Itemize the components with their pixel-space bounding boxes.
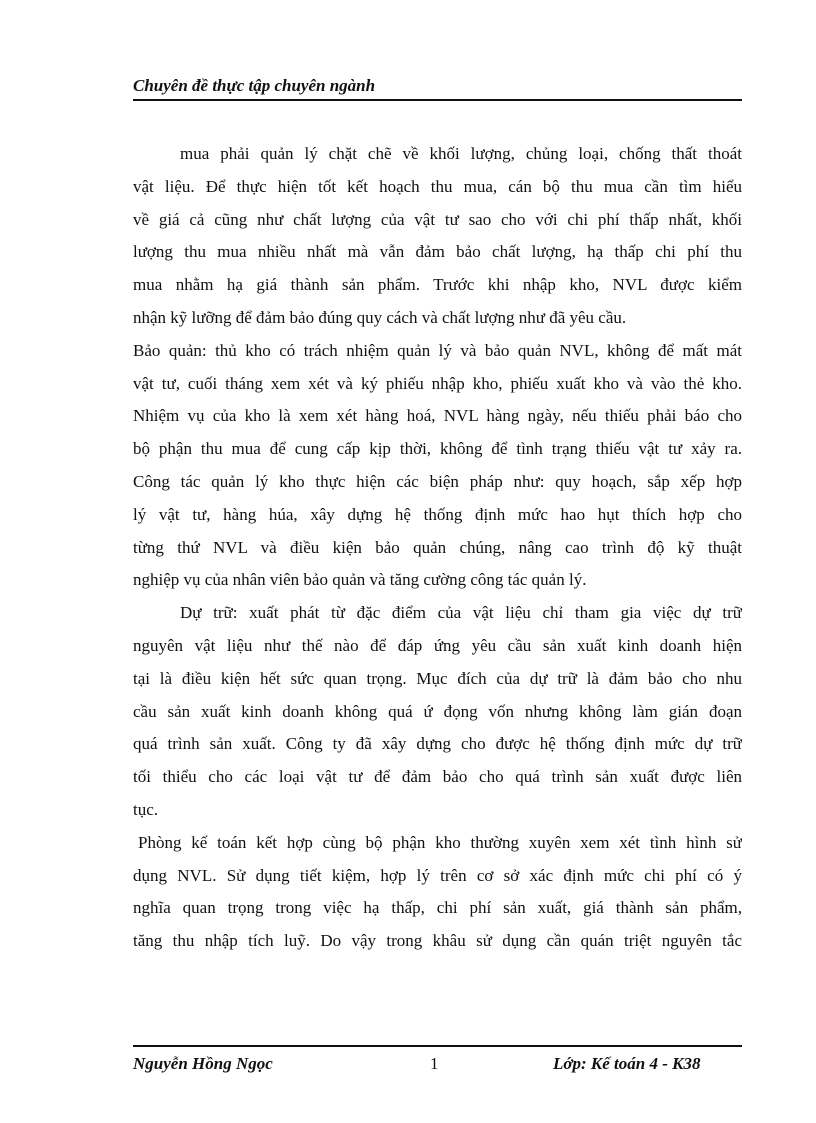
body-line-14: nghiệp vụ của nhân viên bảo quản và tăng cường công tác quản lý. [133,570,587,590]
body-line-4: lượng thu mua nhiều nhất mà vẫn đảm bảo chất lượng, hạ thấp chi phí thu [133,242,742,262]
body-line-11: Công tác quản lý kho thực hiện các biện pháp như: quy hoạch, sắp xếp hợp [133,471,742,491]
footer-author: Nguyễn Hồng Ngọc [133,1054,273,1073]
body-line-19: quá trình sản xuất. Công ty đã xây dựng cho được hệ thống định mức dự trữ [133,734,742,754]
footer-divider [133,1045,742,1047]
body-line-25: tăng thu nhập tích luỹ. Do vậy trong khâu sử dụng cần quán triệt nguyên tắc [133,931,742,951]
body-line-13: từng thứ NVL và điều kiện bảo quản chúng, nâng cao trình độ kỹ thuật [133,537,742,557]
body-line-15: Dự trữ: xuất phát từ đặc điểm của vật liệu chỉ tham gia việc dự trữ [180,603,742,623]
body-line-6: nhận kỹ lưỡng để đảm bảo đúng quy cách và chất lượng như đã yêu cầu. [133,307,627,327]
body-line-23: dụng NVL. Sử dụng tiết kiệm, hợp lý trên cơ sở xác định mức chi phí có ý [133,865,742,885]
body-line-20: tối thiểu cho các loại vật tư để đảm bảo cho quá trình sản xuất được liên [133,767,742,787]
body-line-3: về giá cả cũng như chất lượng của vật tư sao cho với chi phí thấp nhất, khối [133,209,742,229]
footer-class-label: Lớp: Kế toán 4 - K38 [553,1054,701,1073]
body-line-5: mua nhằm hạ giá thành sản phẩm. Trước khi nhập kho, NVL được kiểm [133,275,742,295]
body-line-12: lý vật tư, hàng húa, xây dựng hệ thống định mức hao hụt thích hợp cho [133,504,742,524]
body-line-10: bộ phận thu mua để cung cấp kịp thời, không để tình trạng thiếu vật tư xảy ra. [133,439,742,459]
body-line-8: vật tư, cuối tháng xem xét và ký phiếu nhập kho, phiếu xuất kho và vào thẻ kho. [133,373,742,393]
body-line-7: Bảo quản: thủ kho có trách nhiệm quản lý và bảo quản NVL, không để mất mát [133,340,742,360]
header-divider [133,99,742,101]
body-line-16: nguyên vật liệu như thế nào để đáp ứng yêu cầu sản xuất kinh doanh hiện [133,635,742,655]
body-line-2: vật liệu. Để thực hiện tốt kết hoạch thu mua, cán bộ thu mua cần tìm hiểu [133,176,742,196]
body-line-24: nghĩa quan trọng trong việc hạ thấp, chi phí sản xuất, giá thành sản phẩm, [133,898,742,918]
document-body [133,138,742,958]
body-line-1: mua phải quản lý chặt chẽ về khối lượng, chủng loại, chống thất thoát [180,144,742,163]
body-line-9: Nhiệm vụ của kho là xem xét hàng hoá, NVL hàng ngày, nếu thiếu phải báo cho [133,406,742,426]
header-title: Chuyên đề thực tập chuyên ngành [133,76,376,95]
footer-page-number: 1 [430,1054,439,1073]
body-line-22: Phòng kế toán kết hợp cùng bộ phận kho thường xuyên xem xét tình hình sử [138,832,742,852]
body-line-18: cầu sản xuất kinh doanh không quá ứ đọng vốn nhưng không làm gián đoạn [133,701,742,721]
body-line-17: tại là điều kiện hết sức quan trọng. Mục đích của dự trữ là đảm bảo cho nhu [133,668,742,688]
body-line-21: tục. [133,799,159,819]
